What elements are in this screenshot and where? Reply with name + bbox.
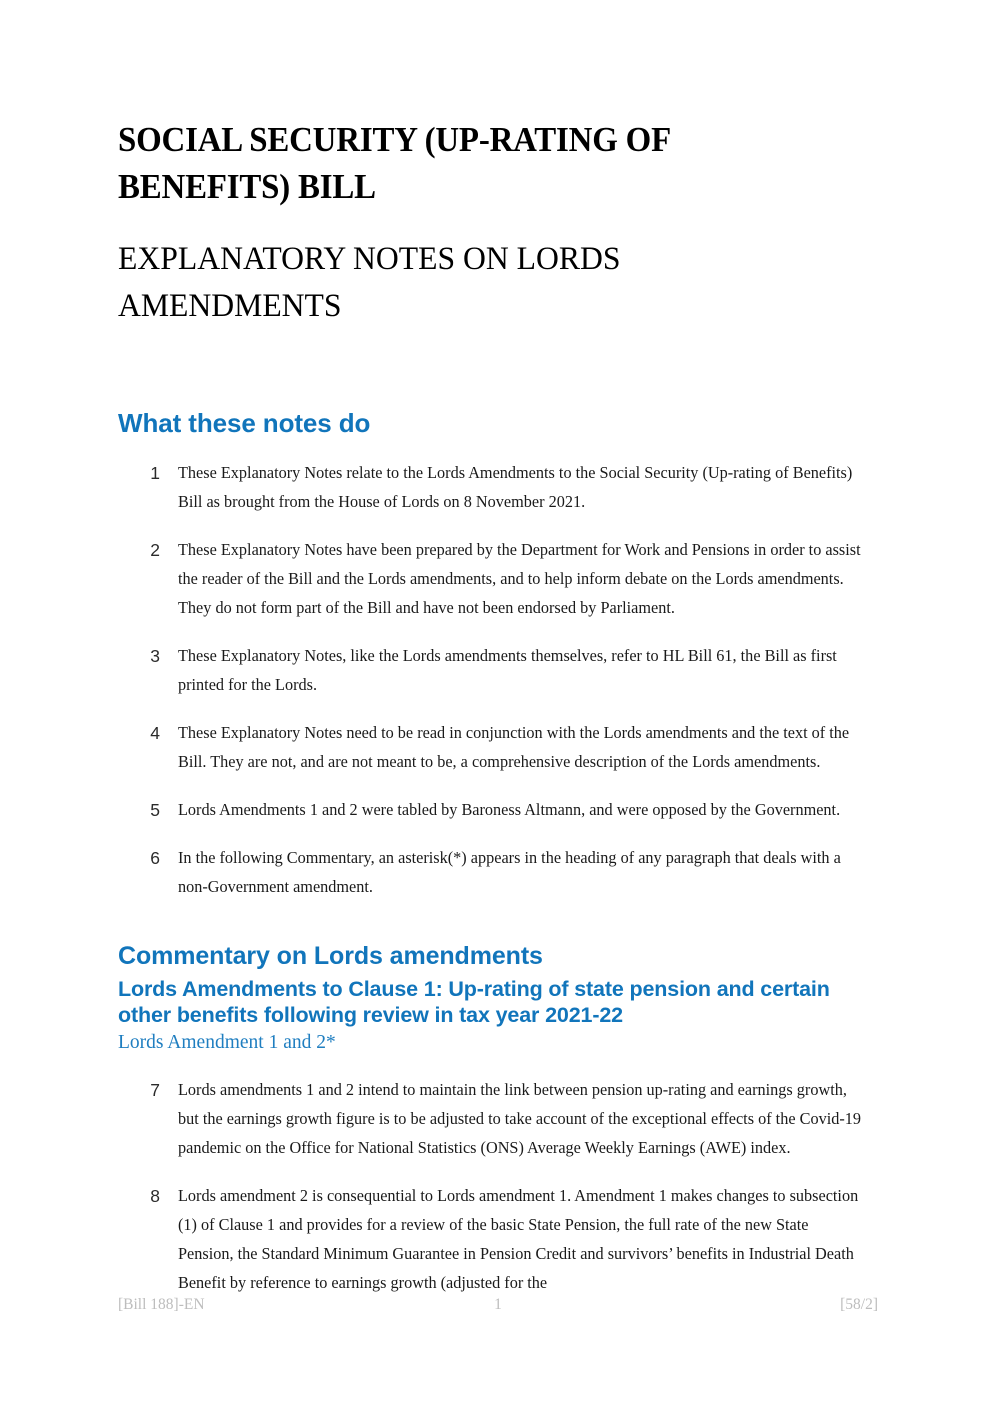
- paragraph-number: 5: [150, 800, 160, 820]
- page-footer: [118, 1296, 878, 1318]
- section-heading-what-these-notes-do: What these notes do: [118, 408, 371, 438]
- paragraph-text: In the following Commentary, an asterisk(*) appears in the heading of any paragraph that deals with a non-Government amendment.: [178, 848, 841, 896]
- footer-session-reference: [58/2]: [840, 1296, 878, 1313]
- numbered-paragraph: [118, 1075, 878, 1162]
- paragraph-number: 7: [150, 1080, 160, 1100]
- commentary-paragraph-list: [118, 1075, 878, 1297]
- paragraph-number: 2: [150, 540, 160, 560]
- amendment-heading-lords-amendment-1-and-2: Lords Amendment 1 and 2*: [118, 1032, 336, 1053]
- paragraph-text: Lords Amendments 1 and 2 were tabled by Baroness Altmann, and were opposed by the Government.: [178, 800, 841, 819]
- paragraph-text: Lords amendment 2 is consequential to Lords amendment 1. Amendment 1 makes changes to subsection (1) of Clause 1 and provides for a review of the basic State Pension, the full rate of the new State Pension, the Standard Minimum Guarantee in Pension Credit and survivors’ benefits in Industrial Death Benefit by reference to earnings growth (adjusted for the: [178, 1186, 859, 1292]
- numbered-paragraph: [118, 718, 878, 776]
- document-subtitle: EXPLANATORY NOTES ON LORDS AMENDMENTS: [118, 241, 621, 324]
- paragraph-text: These Explanatory Notes have been prepared by the Department for Work and Pensions in order to assist the reader of the Bill and the Lords amendments, and to help inform debate on the Lords amendments. They do not form part of the Bill and have not been endorsed by Parliament.: [178, 540, 861, 617]
- paragraph-number: 6: [150, 848, 160, 868]
- paragraph-number: 4: [150, 723, 160, 743]
- numbered-paragraph: [118, 795, 878, 824]
- numbered-paragraph: [118, 843, 878, 901]
- paragraph-text: These Explanatory Notes, like the Lords amendments themselves, refer to HL Bill 61, the Bill as first printed for the Lords.: [178, 646, 837, 694]
- clause-heading-lords-amendments-clause-1: Lords Amendments to Clause 1: Up-rating of state pension and certain other benefits following review in tax year 2021-22: [118, 977, 830, 1027]
- paragraph-number: 1: [150, 463, 160, 483]
- numbered-paragraph: [118, 535, 878, 622]
- numbered-paragraph: [118, 641, 878, 699]
- footer-bill-reference: [Bill 188]-EN: [118, 1296, 205, 1313]
- paragraph-text: These Explanatory Notes need to be read in conjunction with the Lords amendments and the text of the Bill. They are not, and are not meant to be, a comprehensive description of the Lords amendments.: [178, 723, 850, 771]
- section-heading-commentary: Commentary on Lords amendments: [118, 942, 543, 970]
- page-content: [118, 0, 878, 1297]
- footer-page-number: 1: [494, 1296, 502, 1313]
- paragraph-number: 3: [150, 646, 160, 666]
- document-title: SOCIAL SECURITY (UP-RATING OF BENEFITS) BILL: [118, 120, 670, 206]
- paragraph-text: These Explanatory Notes relate to the Lords Amendments to the Social Security (Up-rating of Benefits) Bill as brought from the House of Lords on 8 November 2021.: [178, 463, 853, 511]
- numbered-paragraph: [118, 1181, 878, 1297]
- paragraph-number: 8: [150, 1186, 160, 1206]
- what-these-notes-do-paragraph-list: [118, 458, 878, 901]
- paragraph-text: Lords amendments 1 and 2 intend to maintain the link between pension up-rating and earnings growth, but the earnings growth figure is to be adjusted to take account of the exceptional effects of the Covid-19 pandemic on the Office for National Statistics (ONS) Average Weekly Earnings (AWE) index.: [178, 1080, 862, 1157]
- numbered-paragraph: [118, 458, 878, 516]
